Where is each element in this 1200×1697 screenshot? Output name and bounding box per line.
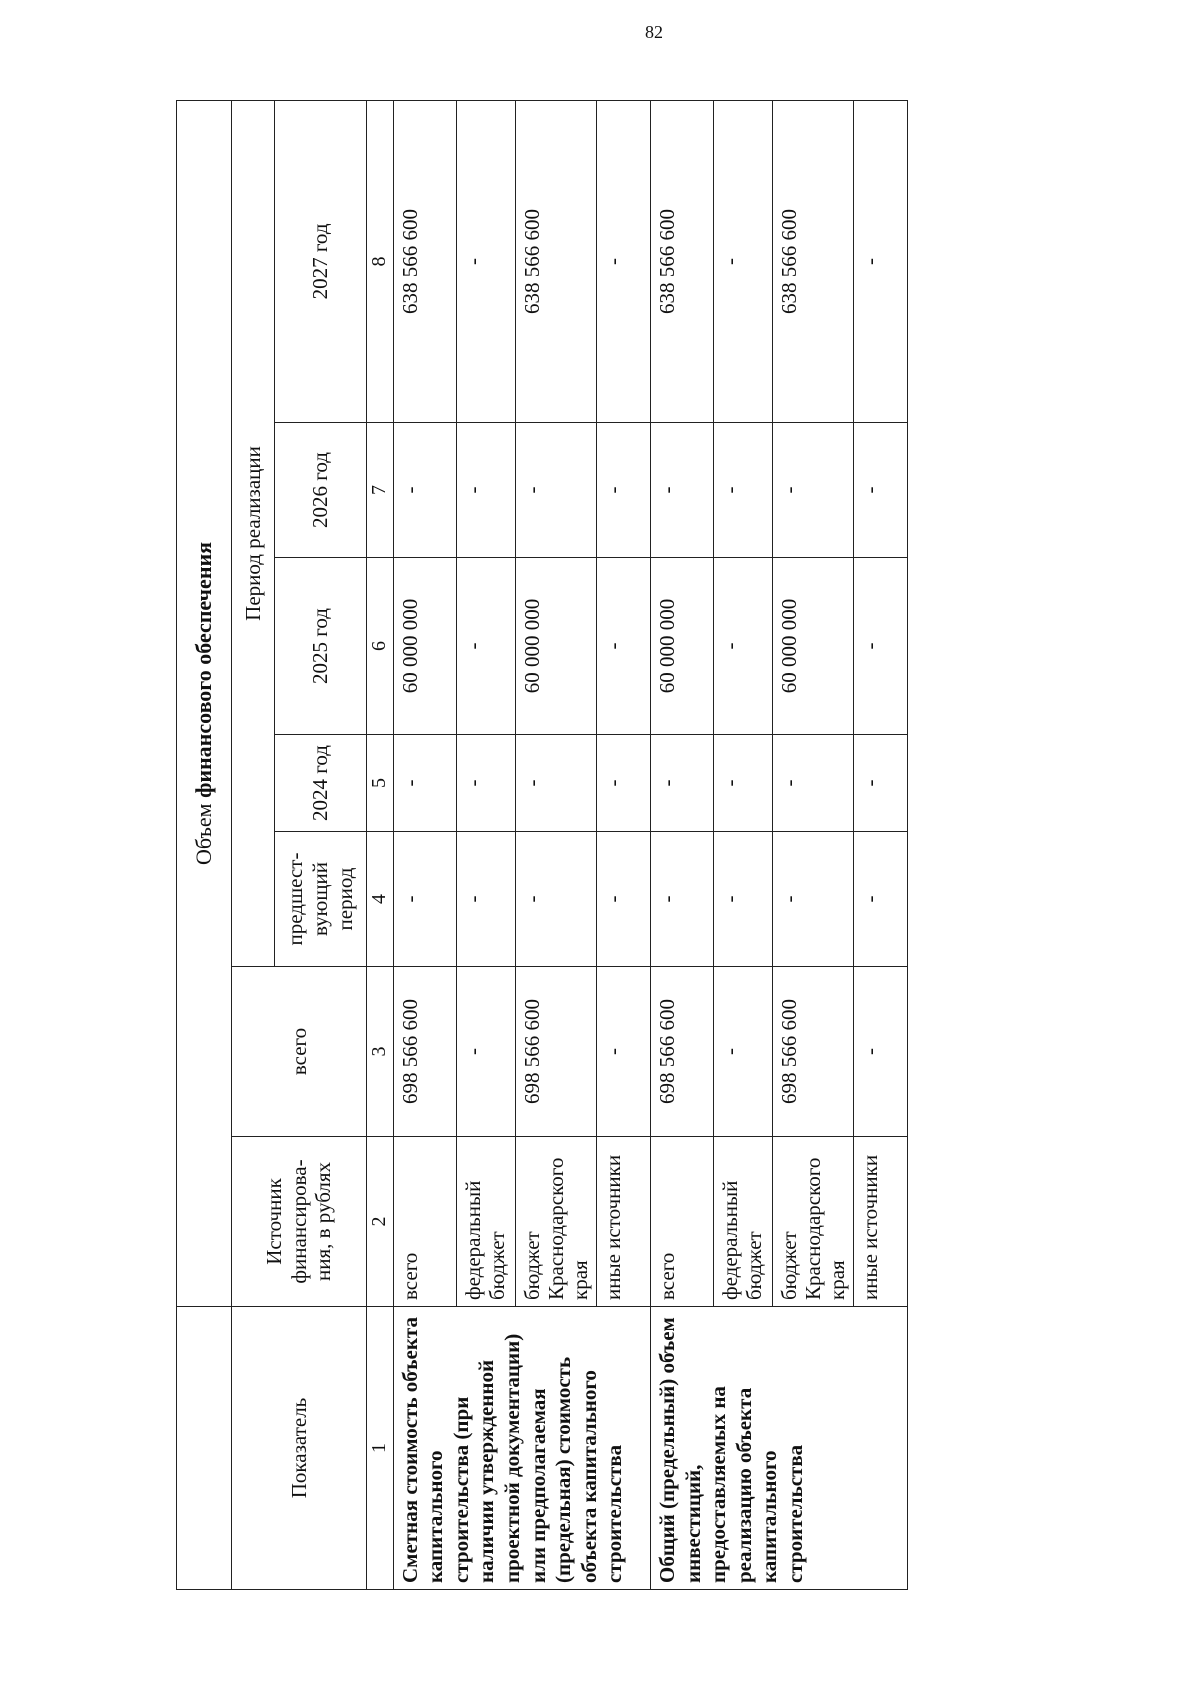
total-cell: - — [597, 967, 651, 1137]
y2026-cell: - — [456, 423, 515, 558]
total-cell: 698 566 600 — [651, 967, 714, 1137]
header-2025: 2025 год — [275, 558, 367, 735]
y2025-cell: 60 000 000 — [515, 558, 596, 735]
y2025-cell: 60 000 000 — [651, 558, 714, 735]
y2024-cell: - — [714, 735, 773, 832]
col-num: 5 — [367, 735, 394, 832]
header-2026: 2026 год — [275, 423, 367, 558]
source-cell: всего — [393, 1137, 456, 1307]
y2024-cell: - — [651, 735, 714, 832]
y2027-cell: 638 566 600 — [515, 100, 596, 422]
y2026-cell: - — [597, 423, 651, 558]
y2026-cell: - — [393, 423, 456, 558]
total-cell: 698 566 600 — [393, 967, 456, 1137]
table-row — [651, 100, 714, 1589]
header-source: Источник финансирова-ния, в рублях — [232, 1137, 367, 1307]
table-title-prefix: Объем — [191, 797, 217, 865]
previous-cell: - — [651, 832, 714, 967]
table-title-bold: финансового обеспечения — [191, 541, 217, 798]
y2025-cell: - — [456, 558, 515, 735]
y2025-cell: 60 000 000 — [773, 558, 854, 735]
previous-cell: - — [456, 832, 515, 967]
table-title — [177, 100, 232, 1306]
y2024-cell: - — [597, 735, 651, 832]
page-number: 82 — [645, 22, 663, 42]
y2024-cell: - — [393, 735, 456, 832]
previous-cell: - — [773, 832, 854, 967]
col-num: 8 — [367, 100, 394, 422]
financing-table-rotated — [176, 101, 941, 1590]
y2027-cell: 638 566 600 — [651, 100, 714, 422]
y2027-cell: - — [714, 100, 773, 422]
y2026-cell: - — [773, 423, 854, 558]
y2027-cell: - — [456, 100, 515, 422]
source-cell: иные источники — [854, 1137, 908, 1307]
source-cell: федеральный бюджет — [714, 1137, 773, 1307]
col-num: 3 — [367, 967, 394, 1137]
indicator-estimated-cost: Сметная стоимость объекта капитального строительства (при наличии утвержденной проектной документации) или предполагаемая (предельная) стоимость объекта капитального строительства — [393, 1307, 650, 1590]
header-2027: 2027 год — [275, 100, 367, 422]
source-cell: бюджет Краснодарского края — [515, 1137, 596, 1307]
total-cell: 698 566 600 — [773, 967, 854, 1137]
previous-cell: - — [515, 832, 596, 967]
indicator-total-investment: Общий (предельный) объем инвестиций, предоставляемых на реализацию объекта капитального строительства — [651, 1307, 908, 1590]
y2027-cell: 638 566 600 — [393, 100, 456, 422]
y2026-cell: - — [854, 423, 908, 558]
previous-cell: - — [393, 832, 456, 967]
y2026-cell: - — [714, 423, 773, 558]
header-period: Период реализации — [232, 100, 275, 966]
col-num: 2 — [367, 1137, 394, 1307]
y2027-cell: - — [854, 100, 908, 422]
y2024-cell: - — [515, 735, 596, 832]
source-cell: иные источники — [597, 1137, 651, 1307]
total-cell: - — [714, 967, 773, 1137]
table-row — [393, 100, 456, 1589]
source-cell: бюджет Краснодарского края — [773, 1137, 854, 1307]
y2025-cell: - — [714, 558, 773, 735]
source-cell: всего — [651, 1137, 714, 1307]
col-num: 4 — [367, 832, 394, 967]
y2024-cell: - — [854, 735, 908, 832]
source-cell: федеральный бюджет — [456, 1137, 515, 1307]
y2024-cell: - — [773, 735, 854, 832]
column-number-row — [367, 100, 394, 1589]
y2026-cell: - — [651, 423, 714, 558]
total-cell: - — [456, 967, 515, 1137]
header-indicator: Показатель — [232, 1307, 367, 1590]
financing-table — [176, 100, 908, 1590]
y2025-cell: - — [597, 558, 651, 735]
header-total: всего — [232, 967, 367, 1137]
y2024-cell: - — [456, 735, 515, 832]
y2025-cell: - — [854, 558, 908, 735]
col-num: 7 — [367, 423, 394, 558]
y2027-cell: - — [597, 100, 651, 422]
y2026-cell: - — [515, 423, 596, 558]
previous-cell: - — [854, 832, 908, 967]
header-previous: предшест-вующий период — [275, 832, 367, 967]
previous-cell: - — [597, 832, 651, 967]
col-num: 6 — [367, 558, 394, 735]
y2027-cell: 638 566 600 — [773, 100, 854, 422]
total-cell: 698 566 600 — [515, 967, 596, 1137]
y2025-cell: 60 000 000 — [393, 558, 456, 735]
header-2024: 2024 год — [275, 735, 367, 832]
col-num: 1 — [367, 1307, 394, 1590]
financing-table-wrapper — [176, 101, 941, 1590]
total-cell: - — [854, 967, 908, 1137]
previous-cell: - — [714, 832, 773, 967]
